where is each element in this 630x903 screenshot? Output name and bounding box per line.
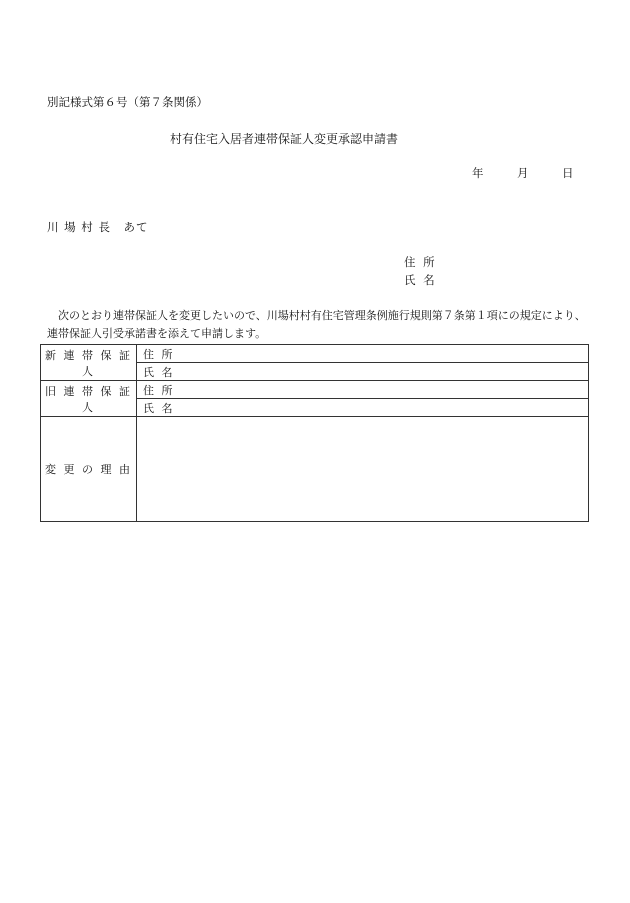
guarantor-change-table: [40, 344, 589, 522]
table-row: [41, 417, 589, 522]
applicant-name-label: 氏 名: [404, 273, 437, 287]
form-number: 別記様式第６号（第７条関係）: [47, 95, 208, 109]
date-day-label: 日: [562, 166, 574, 180]
change-reason-label: 変 更 の 理 由: [41, 417, 137, 522]
new-guarantor-label: 新 連 帯 保 証 人: [41, 345, 137, 381]
new-guarantor-address-field[interactable]: 住 所: [137, 345, 589, 363]
table-row: [41, 381, 589, 399]
change-reason-field[interactable]: [137, 417, 589, 522]
old-guarantor-address-field[interactable]: 住 所: [137, 381, 589, 399]
body-text-line-1: 次のとおり連帯保証人を変更したいので、川場村村有住宅管理条例施行規則第７条第１項にの規定により、: [58, 309, 586, 322]
new-guarantor-name-field[interactable]: 氏 名: [137, 363, 589, 381]
table-row: [41, 345, 589, 363]
applicant-address-label: 住 所: [404, 255, 437, 269]
body-text-line-2: 連帯保証人引受承諾書を添えて申請します。: [47, 327, 267, 340]
date-year-label: 年: [472, 166, 484, 180]
addressee: 川 場 村 長 あて: [47, 220, 149, 234]
date-month-label: 月: [517, 166, 529, 180]
old-guarantor-label: 旧 連 帯 保 証 人: [41, 381, 137, 417]
document-title: 村有住宅入居者連帯保証人変更承認申請書: [170, 132, 399, 146]
old-guarantor-name-field[interactable]: 氏 名: [137, 399, 589, 417]
